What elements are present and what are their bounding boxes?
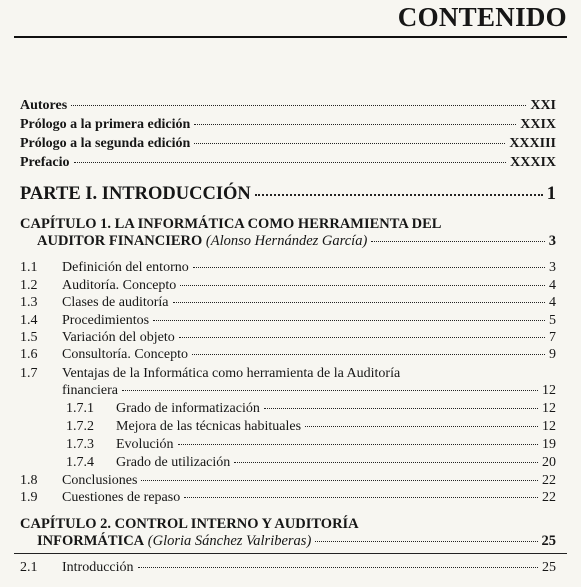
dot-leader: [305, 426, 538, 427]
chapter-title-line1: CAPÍTULO 2. CONTROL INTERNO Y AUDITORÍA: [20, 516, 359, 532]
toc-entry-preface[interactable]: [20, 155, 556, 171]
chapter-page: 3: [548, 233, 556, 249]
dot-leader: [74, 162, 507, 163]
dot-leader: [255, 194, 543, 196]
chapter-title-line1: CAPÍTULO 1. LA INFORMÁTICA COMO HERRAMIENTA DEL: [20, 216, 442, 232]
section-page: 3: [549, 260, 556, 275]
section-label: Procedimientos: [62, 313, 150, 328]
dot-leader: [180, 285, 545, 286]
subsection-page: 12: [542, 401, 556, 416]
section-number: 1.3: [20, 295, 38, 310]
subsection-number: 1.7.3: [66, 437, 94, 452]
section-page: 9: [549, 347, 556, 362]
part-label: PARTE I. INTRODUCCIÓN: [20, 184, 251, 204]
dot-leader: [173, 302, 545, 303]
section-number: 1.6: [20, 347, 38, 362]
toc-entry-preface-first-edition[interactable]: [20, 117, 556, 133]
dot-leader: [141, 480, 538, 481]
toc-entry-authors[interactable]: [20, 98, 556, 114]
dot-leader: [153, 320, 545, 321]
subsection-label: Evolución: [116, 437, 174, 452]
part-page: 1: [546, 184, 556, 204]
toc-subsection-1-7-3[interactable]: [66, 437, 556, 453]
toc-entry-page: XXXIII: [509, 136, 556, 151]
section-label: Introducción: [62, 560, 134, 575]
toc-section-1-6[interactable]: [20, 347, 556, 363]
section-label-line1: Ventajas de la Informática como herramienta de la Auditoría: [62, 366, 401, 381]
toc-section-1-8[interactable]: [20, 473, 556, 489]
toc-entry-label: Prólogo a la segunda edición: [20, 136, 191, 151]
section-label: Conclusiones: [62, 473, 138, 488]
toc-subsection-1-7-1[interactable]: [66, 401, 556, 417]
subsection-label: Mejora de las técnicas habituales: [116, 419, 302, 434]
section-label: Definición del entorno: [62, 260, 189, 275]
section-page: 5: [549, 313, 556, 328]
dot-leader: [264, 408, 538, 409]
dot-leader: [194, 124, 516, 125]
section-number: 2.1: [20, 560, 38, 575]
dot-leader: [71, 105, 526, 106]
toc-section-1-7-continued[interactable]: [62, 383, 556, 399]
toc-entry-label: Autores: [20, 98, 68, 113]
section-number: 1.9: [20, 490, 38, 505]
section-page: 4: [549, 295, 556, 310]
toc-entry-preface-second-edition[interactable]: [20, 136, 556, 152]
section-label: Consultoría. Concepto: [62, 347, 188, 362]
page-title: CONTENIDO: [397, 2, 567, 32]
dot-leader: [315, 541, 537, 542]
section-number: 1.2: [20, 278, 38, 293]
subsection-page: 12: [542, 419, 556, 434]
toc-section-2-1[interactable]: [20, 560, 556, 576]
dot-leader: [179, 337, 545, 338]
section-number: 1.4: [20, 313, 38, 328]
subsection-number: 1.7.2: [66, 419, 94, 434]
toc-section-1-4[interactable]: [20, 313, 556, 329]
chapter-author: (Alonso Hernández García): [205, 233, 368, 249]
section-number: 1.8: [20, 473, 38, 488]
subsection-page: 19: [542, 437, 556, 452]
section-page: 12: [542, 383, 556, 398]
dot-leader: [371, 241, 544, 242]
toc-entry-page: XXXIX: [510, 155, 556, 170]
toc-section-1-7[interactable]: [20, 366, 400, 382]
dot-leader: [234, 462, 538, 463]
section-page: 22: [542, 490, 556, 505]
section-label: Auditoría. Concepto: [62, 278, 177, 293]
section-page: 25: [542, 560, 556, 575]
dot-leader: [194, 143, 505, 144]
chapter-page: 25: [541, 533, 556, 549]
section-number: 1.1: [20, 260, 38, 275]
subsection-label: Grado de informatización: [116, 401, 260, 416]
section-label: Cuestiones de repaso: [62, 490, 181, 505]
chapter-author: (Gloria Sánchez Valriberas): [147, 533, 312, 549]
section-page: 4: [549, 278, 556, 293]
subsection-number: 1.7.4: [66, 455, 94, 470]
title-rule: [14, 36, 567, 38]
toc-section-1-3[interactable]: [20, 295, 556, 311]
toc-section-1-1[interactable]: [20, 260, 556, 276]
toc-entry-label: Prefacio: [20, 155, 70, 170]
toc-chapter-1[interactable]: [20, 216, 556, 250]
chapter-title-line2: AUDITOR FINANCIERO: [37, 233, 203, 249]
toc-part-1[interactable]: [20, 184, 556, 205]
subsection-number: 1.7.1: [66, 401, 94, 416]
dot-leader: [184, 497, 538, 498]
section-number: 1.5: [20, 330, 38, 345]
section-label: Clases de auditoría: [62, 295, 169, 310]
subsection-label: Grado de utilización: [116, 455, 231, 470]
dot-leader: [138, 567, 538, 568]
dot-leader: [193, 267, 545, 268]
section-label-line2: financiera: [62, 383, 118, 398]
show-through-text: [150, 12, 153, 24]
section-divider: [14, 553, 567, 554]
section-page: 7: [549, 330, 556, 345]
chapter-title-line2: INFORMÁTICA: [37, 533, 145, 549]
section-label: Variación del objeto: [62, 330, 175, 345]
dot-leader: [192, 354, 545, 355]
toc-section-1-2[interactable]: [20, 278, 556, 294]
dot-leader: [122, 390, 538, 391]
toc-subsection-1-7-2[interactable]: [66, 419, 556, 435]
toc-entry-label: Prólogo a la primera edición: [20, 117, 191, 132]
subsection-page: 20: [542, 455, 556, 470]
section-number: 1.7: [20, 366, 38, 381]
toc-section-1-5[interactable]: [20, 330, 556, 346]
toc-section-1-9[interactable]: [20, 490, 556, 506]
dot-leader: [178, 444, 538, 445]
toc-entry-page: XXI: [530, 98, 556, 113]
toc-chapter-2[interactable]: [20, 516, 556, 550]
section-page: 22: [542, 473, 556, 488]
toc-subsection-1-7-4[interactable]: [66, 455, 556, 471]
toc-entry-page: XXIX: [520, 117, 556, 132]
